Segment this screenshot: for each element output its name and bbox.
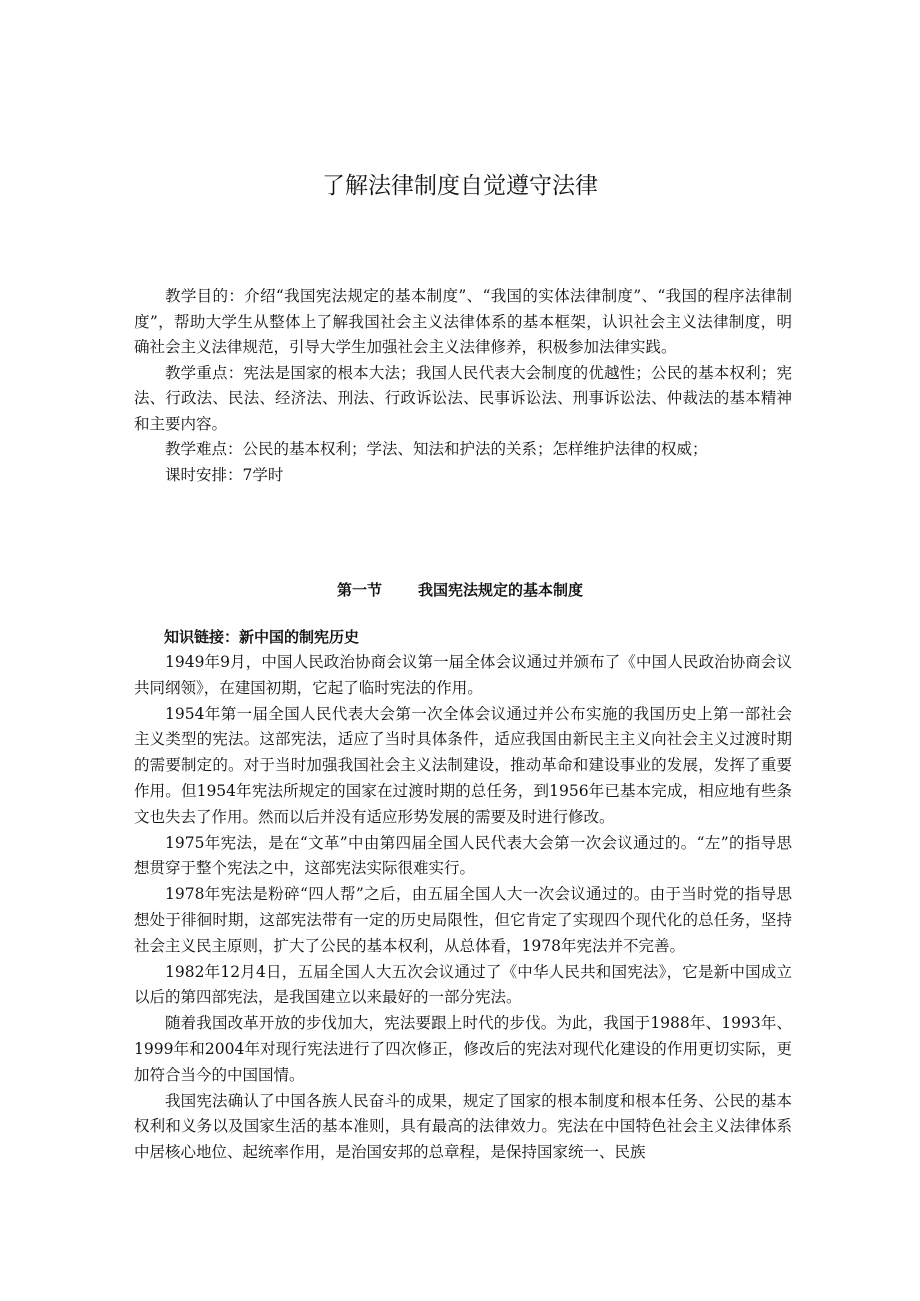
teaching-difficulty: 教学难点：公民的基本权利；学法、知法和护法的关系；怎样维护法律的权威；: [165, 440, 708, 458]
teaching-objective: 教学目的：介绍“我国宪法规定的基本制度”、“我国的实体法律制度”、“我国的程序法律制度”，帮助大学生从整体上了解我国社会主义法律体系的基本框架，认识社会主义法律制度，明确社会主义法律规范，引导大学生加强社会主义法律修养，积极参加法律实践。: [134, 287, 792, 356]
paragraph-1949: 1949年9月，中国人民政治协商会议第一届全体会议通过并颁布了《中国人民政治协商会议共同纲领》，在建国初期，它起了临时宪法的作用。: [134, 653, 792, 697]
paragraph-1978: 1978年宪法是粉碎“四人帮”之后，由五届全国人大一次会议通过的。由于当时党的指导思想处于徘徊时期，这部宪法带有一定的历史局限性，但它肯定了实现四个现代化的总任务，坚持社会主义民主原则，扩大了公民的基本权利，从总体看，1978年宪法并不完善。: [134, 885, 792, 955]
knowledge-link-heading: 知识链接：新中国的制宪历史: [164, 628, 360, 646]
paragraph-constitution-role: 我国宪法确认了中国各族人民奋斗的成果，规定了国家的根本制度和根本任务、公民的基本权利和义务以及国家生活的基本准则，具有最高的法律效力。宪法在中国特色社会主义法律体系中居核心地位、起统率作用，是治国安邦的总章程，是保持国家统一、民族: [134, 1091, 792, 1162]
paragraph-1975: 1975年宪法，是在“文革”中由第四届全国人民代表大会第一次会议通过的。“左”的指导思想贯穿于整个宪法之中，这部宪法实际很难实行。: [134, 833, 792, 878]
class-hours: 课时安排：7学时: [165, 465, 284, 484]
paragraph-1954: 1954年第一届全国人民代表大会第一次全体会议通过并公布实施的我国历史上第一部社会主义类型的宪法。这部宪法，适应了当时具体条件，适应我国由新民主主义向社会主义过渡时期的需要制定的。对于当时加强我国社会主义法制建设，推动革命和建设事业的发展，发挥了重要作用。但1954年宪法所规定的国家在过渡时期的总任务，到1956年已基本完成，相应地有些条文也失去了作用。然而以后并没有适应形势发展的需要及时进行修改。: [134, 704, 792, 826]
paragraph-1982: 1982年12月4日，五届全国人大五次会议通过了《中华人民共和国宪法》，它是新中国成立以后的第四部宪法，是我国建立以来最好的一部分宪法。: [134, 962, 792, 1007]
section-heading: [0, 578, 920, 602]
section-number: 第一节: [336, 581, 382, 599]
paragraph-amendments: 随着我国改革开放的步伐加大，宪法要跟上时代的步伐。为此，我国于1988年、1993年、1999年和2004年对现行宪法进行了四次修正，修改后的宪法对现代化建设的作用更切实际，更加符合当今的中国国情。: [134, 1014, 792, 1084]
teaching-overview: [134, 284, 792, 488]
section-body: [134, 624, 792, 1166]
section-title: 我国宪法规定的基本制度: [418, 581, 584, 599]
teaching-focus: 教学重点：宪法是国家的根本大法；我国人民代表大会制度的优越性；公民的基本权利；宪法、行政法、民法、经济法、刑法、行政诉讼法、民事诉讼法、刑事诉讼法、仲裁法的基本精神和主要内容。: [134, 363, 792, 433]
document-title: 了解法律制度自觉遵守法律: [322, 173, 598, 199]
